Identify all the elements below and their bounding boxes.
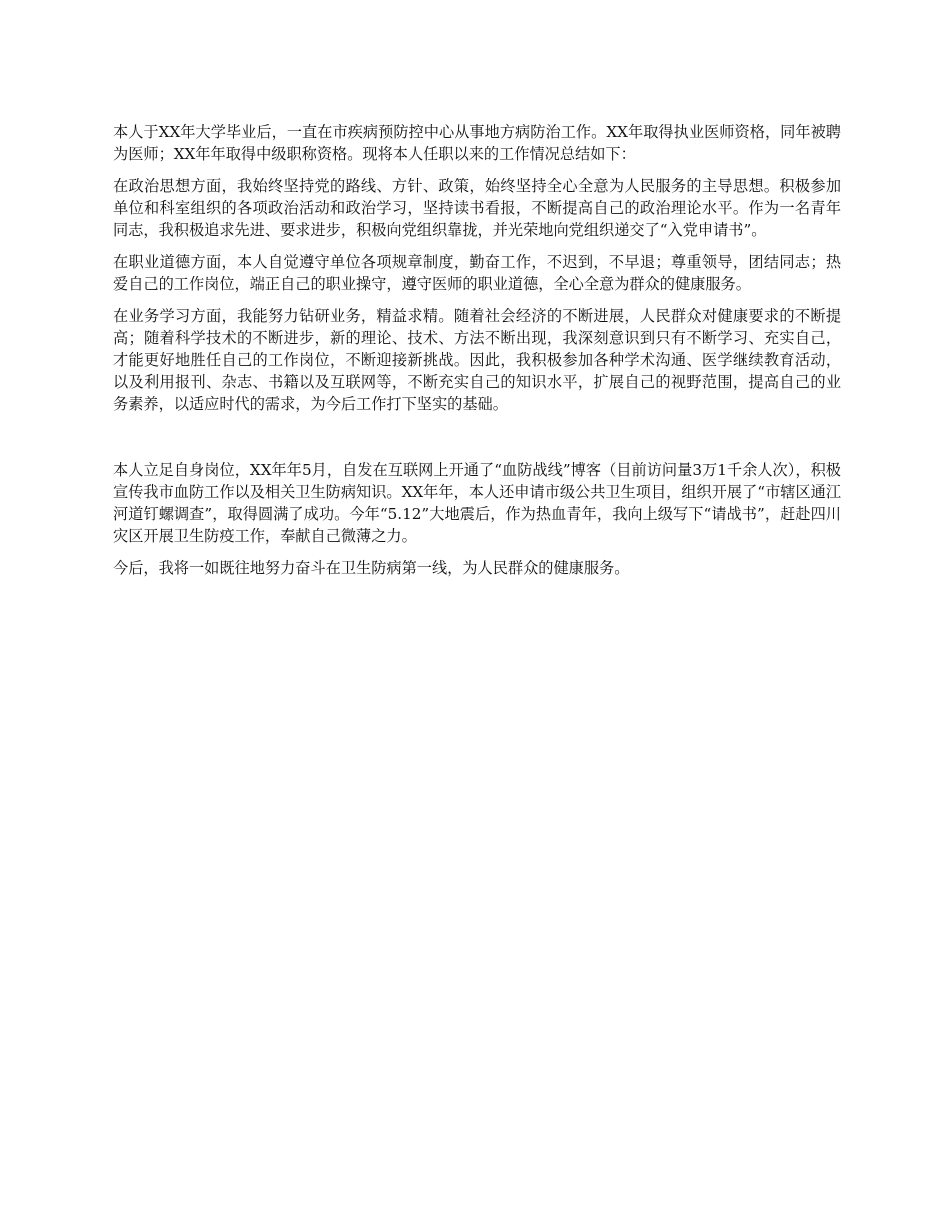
paragraph-achievements: 本人立足自身岗位，XX年年5月，自发在互联网上开通了“血防战线”博客（目前访问量3万1千余人次），积极宣传我市血防工作以及相关卫生防病知识。XX年年，本人还申请市级公共卫生项目，组织开展了“市辖区通江河道钉螺调查”，取得圆满了成功。今年“5.12”大地震后，作为热血青年，我向上级写下“请战书”，赶赴四川灾区开展卫生防疫工作，奉献自己微薄之力。 <box>113 461 842 545</box>
paragraph-ethics: 在职业道德方面，本人自觉遵守单位各项规章制度，勤奋工作，不迟到，不早退；尊重领导，团结同志；热爱自己的工作岗位，端正自己的职业操守，遵守医师的职业道德，全心全意为群众的健康服务。 <box>113 253 841 293</box>
paragraph-gap <box>113 425 841 459</box>
paragraph-conclusion: 今后，我将一如既往地努力奋斗在卫生防病第一线，为人民群众的健康服务。 <box>113 559 630 577</box>
paragraph-study: 在业务学习方面，我能努力钻研业务，精益求精。随着社会经济的不断进展，人民群众对健康要求的不断提高；随着科学技术的不断进步，新的理论、技术、方法不断出现，我深刻意识到只有不断学习、充实自己，才能更好地胜任自己的工作岗位，不断迎接新挑战。因此，我积极参加各种学术沟通、医学继续教育活动，以及利用报刊、杂志、书籍以及互联网等，不断充实自己的知识水平，扩展自己的视野范围，提高自己的业务素养，以适应时代的需求，为今后工作打下坚实的基础。 <box>113 307 841 413</box>
paragraph-political: 在政治思想方面，我始终坚持党的路线、方针、政策，始终坚持全心全意为人民服务的主导思想。积极参加单位和科室组织的各项政治活动和政治学习，坚持读书看报，不断提高自己的政治理论水平。作为一名青年同志，我积极追求先进、要求进步，积极向党组织靠拢，并光荣地向党组织递交了“入党申请书”。 <box>113 177 841 239</box>
paragraph-intro: 本人于XX年大学毕业后，一直在市疾病预防控中心从事地方病防治工作。XX年取得执业医师资格，同年被聘为医师；XX年年取得中级职称资格。现将本人任职以来的工作情况总结如下： <box>113 123 841 163</box>
document-body <box>113 121 841 589</box>
